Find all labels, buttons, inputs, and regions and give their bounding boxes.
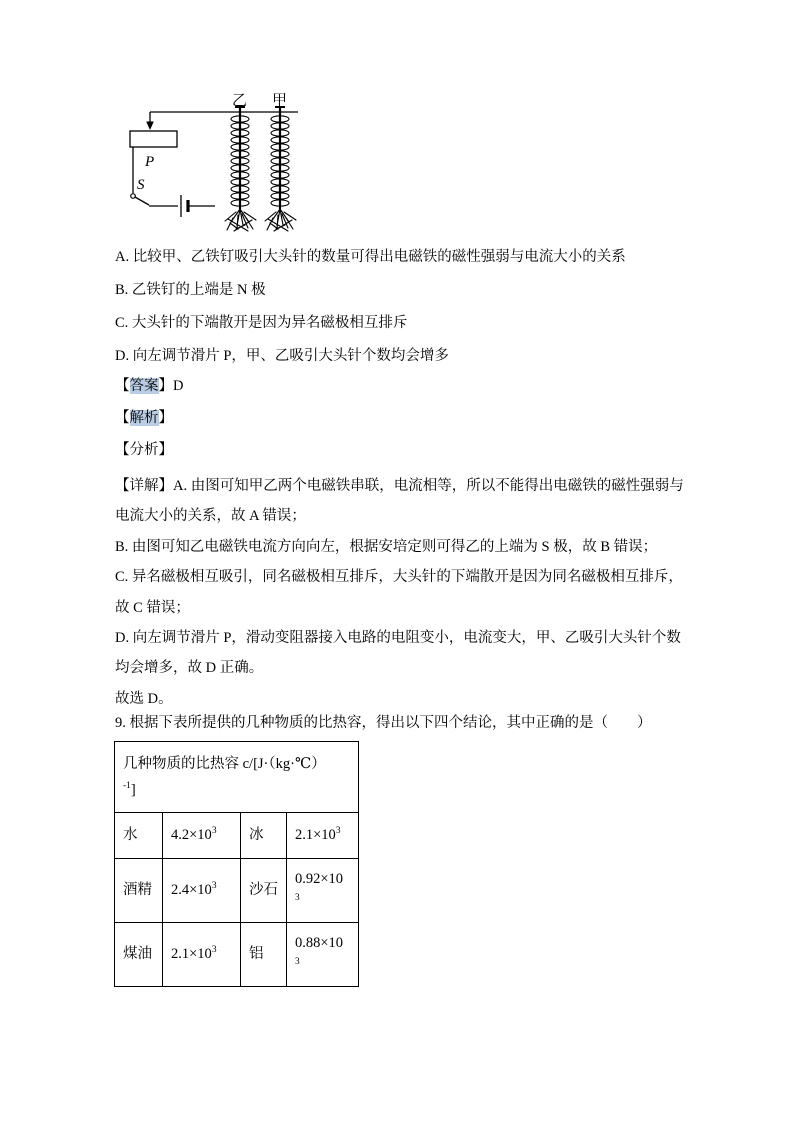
substance-cell: 铝 (241, 923, 287, 987)
value-text: 4.2×10 (171, 827, 212, 844)
pins-cluster-jia (265, 209, 296, 231)
coil-jia-label: 甲 (272, 93, 288, 109)
bracket-open: 【 (115, 410, 130, 426)
electromagnet-circuit-figure (112, 85, 322, 243)
switch-label: S (137, 177, 145, 193)
detail-line: 故选 D。 (115, 690, 173, 707)
answer-line (115, 376, 735, 396)
coil-yi-label: 乙 (232, 93, 248, 109)
value-cell (287, 813, 359, 859)
value-cell (163, 923, 241, 987)
header-text: 几种物质的比热容 c/[J·（kg·℃） (123, 756, 326, 772)
switch-icon (131, 194, 149, 205)
table-header-row (115, 742, 359, 813)
value-superscript: 3 (295, 892, 300, 903)
pins-cluster-yi (225, 209, 256, 231)
circuit-diagram (112, 85, 322, 243)
value-superscript: 3 (211, 881, 217, 892)
value-text: 0.88×10 (295, 935, 344, 952)
value-text: 2.1×10 (295, 827, 336, 844)
header-superscript: -1 (123, 781, 131, 792)
detail-line: 均会增多，故 D 正确。 (115, 660, 264, 677)
value-superscript: 3 (335, 826, 341, 837)
table-row (115, 859, 359, 923)
detail-explanation (115, 471, 755, 714)
bracket-close: 】 (158, 410, 173, 426)
detail-line: 电流大小的关系，故 A 错误； (115, 508, 306, 525)
value-text: 0.92×10 (295, 871, 344, 888)
electromagnet-jia (271, 107, 289, 209)
battery-icon (181, 195, 188, 217)
detail-line: 【详解】A. 由图可知甲乙两个电磁铁串联，电流相等，所以不能得出电磁铁的磁性强弱与 (115, 478, 684, 494)
detail-line: D. 向左调节滑片 P，滑动变阻器接入电路的电阻变小，电流变大，甲、乙吸引大头针个数 (115, 629, 681, 646)
option-a: A. 比较甲、乙铁钉吸引大头针的数量可得出电磁铁的磁性强弱与电流大小的关系 (115, 249, 626, 265)
detail-line: 故 C 错误； (115, 599, 190, 616)
table-row (115, 813, 359, 859)
value-text: 2.4×10 (171, 882, 212, 899)
analysis-tag: 解析 (129, 410, 159, 426)
bracket-open: 【 (115, 378, 130, 394)
bracket-close: 】 (158, 378, 173, 394)
question9-stem: 9. 根据下表所提供的几种物质的比热容，得出以下四个结论，其中正确的是（ ） (115, 715, 652, 731)
value-cell (287, 859, 359, 923)
substance-cell: 沙石 (241, 859, 287, 923)
value-cell (287, 923, 359, 987)
specific-heat-table (114, 741, 359, 987)
analysis-line (115, 408, 735, 428)
answer-value: D (173, 378, 184, 394)
rheostat-label: P (145, 154, 155, 170)
value-cell (163, 813, 241, 859)
substance-cell: 煤油 (115, 923, 163, 987)
table-row (115, 923, 359, 987)
value-cell (163, 859, 241, 923)
electromagnet-yi (231, 107, 249, 209)
substance-cell: 冰 (241, 813, 287, 859)
detail-line: C. 异名磁极相互吸引，同名磁极相互排斥，大头针的下端散开是因为同名磁极相互排斥， (115, 569, 683, 586)
rheostat-slider-arrow-icon (146, 112, 154, 130)
fenxi-line: 【分析】 (115, 442, 173, 458)
answer-tag: 答案 (129, 378, 159, 394)
header-tail: ] (130, 782, 136, 798)
value-superscript: 3 (211, 826, 217, 837)
substance-cell: 水 (115, 813, 163, 859)
option-d: D. 向左调节滑片 P，甲、乙吸引大头针个数均会增多 (115, 348, 449, 364)
value-text: 2.1×10 (171, 946, 212, 963)
rheostat-box (130, 131, 177, 147)
option-c: C. 大头针的下端散开是因为异名磁极相互排斥 (115, 315, 408, 331)
option-b: B. 乙铁钉的上端是 N 极 (115, 282, 266, 298)
value-superscript: 3 (295, 956, 300, 967)
substance-cell: 酒精 (115, 859, 163, 923)
detail-line: B. 由图可知乙电磁铁电流方向向左，根据安培定则可得乙的上端为 S 极，故 B 错误； (115, 538, 658, 555)
value-superscript: 3 (211, 945, 217, 956)
table-header-cell (115, 742, 359, 813)
